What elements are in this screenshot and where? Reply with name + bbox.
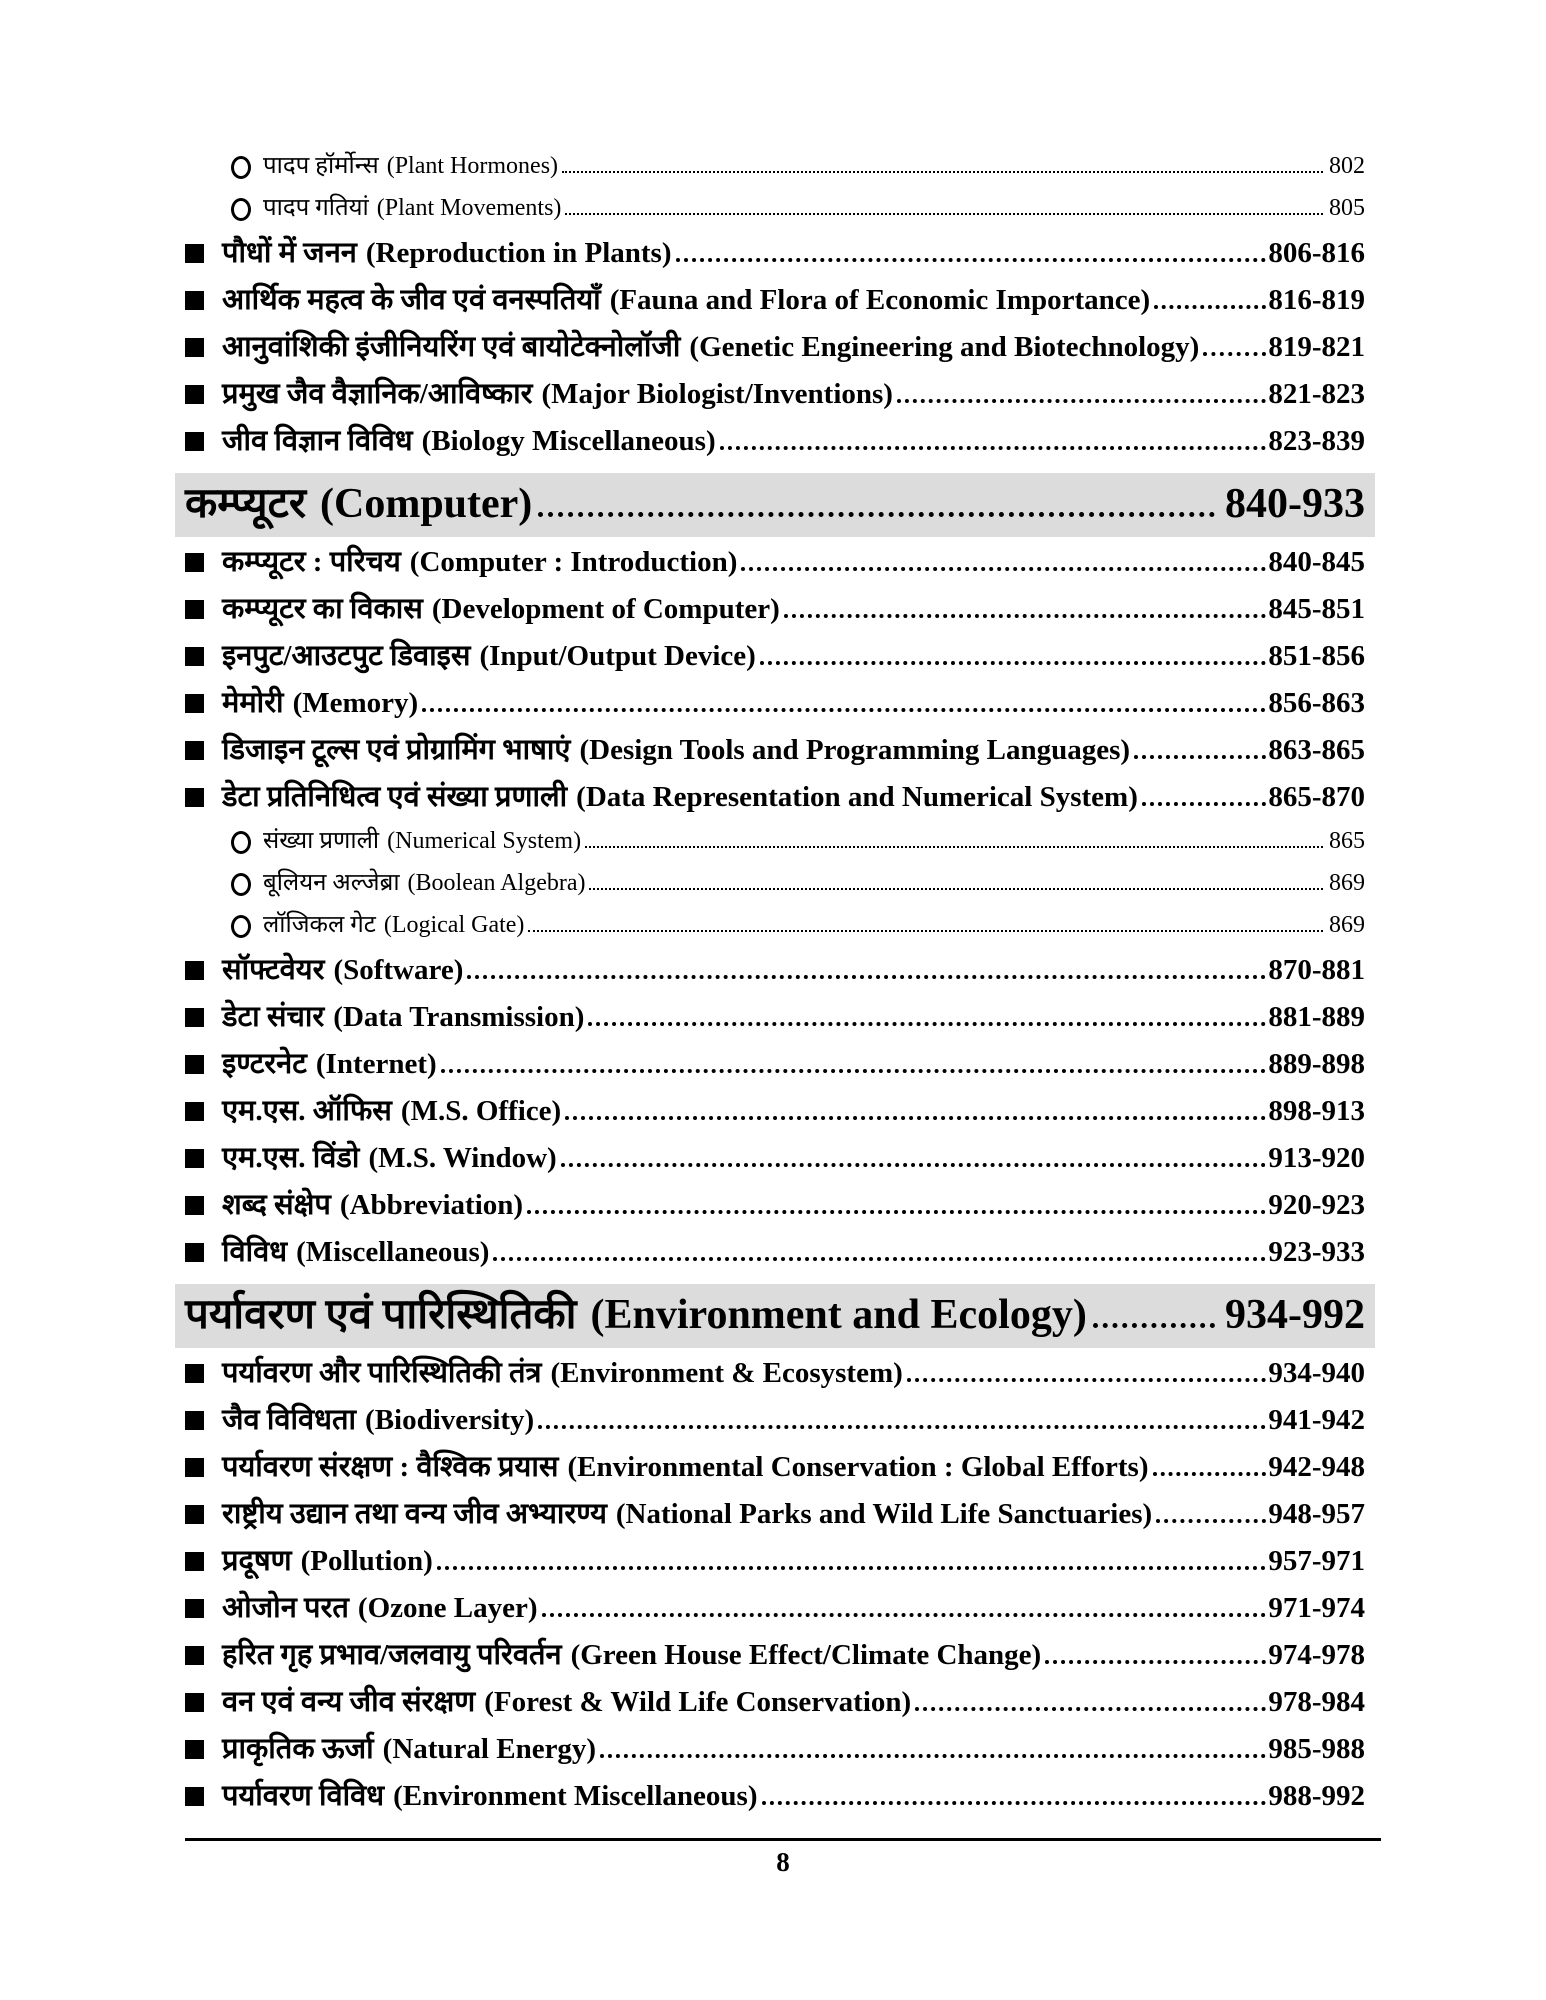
- entry-label-hindi: ओजोन परत: [222, 1592, 349, 1624]
- page-footer: [185, 1838, 1381, 1878]
- circle-bullet-icon: [231, 873, 251, 896]
- page-range: 974-978: [1268, 1639, 1365, 1671]
- page-range: 851-856: [1268, 640, 1365, 672]
- entry-label-hindi: प्राकृतिक ऊर्जा: [222, 1733, 374, 1765]
- page-range: 821-823: [1268, 378, 1365, 410]
- square-bullet-icon: [185, 788, 204, 807]
- dot-leader: [467, 975, 1266, 979]
- entry-label-english: (Natural Energy): [382, 1733, 597, 1765]
- page-range: 942-948: [1268, 1451, 1365, 1483]
- entry-label-english: (Software): [333, 954, 464, 986]
- toc-entry: [185, 326, 1365, 373]
- entry-label-english: (Logical Gate): [383, 912, 525, 938]
- dot-leader: [589, 888, 1323, 890]
- entry-label-english: (Plant Hormones): [386, 153, 559, 179]
- toc-section-header: [175, 1284, 1375, 1348]
- entry-label-english: (Environment Miscellaneous): [393, 1780, 758, 1812]
- entry-label-english: (National Parks and Wild Life Sanctuaries): [615, 1498, 1153, 1530]
- page-range: 957-971: [1268, 1545, 1365, 1577]
- entry-label-hindi: जैव विविधता: [222, 1404, 357, 1436]
- dot-leader: [441, 1069, 1267, 1073]
- page-range: 869: [1329, 912, 1365, 938]
- entry-label-english: (M.S. Window): [368, 1142, 557, 1174]
- page-range: 856-863: [1268, 687, 1365, 719]
- page-range: 805: [1329, 195, 1365, 221]
- toc-entry: [185, 1352, 1365, 1399]
- entry-label-english: (Genetic Engineering and Biotechnology): [689, 331, 1200, 363]
- page-range: 865: [1329, 828, 1365, 854]
- entry-label-hindi: आर्थिक महत्व के जीव एवं वनस्पतियाँ: [222, 284, 601, 316]
- square-bullet-icon: [185, 1364, 204, 1383]
- page-range: 978-984: [1268, 1686, 1365, 1718]
- page-range: 802: [1329, 153, 1365, 179]
- toc-entry: [185, 588, 1365, 635]
- page-range: 819-821: [1268, 331, 1365, 363]
- toc-entry: [185, 776, 1365, 823]
- page-range: 840-933: [1225, 481, 1365, 527]
- entry-label-english: (Forest & Wild Life Conservation): [484, 1686, 912, 1718]
- dot-leader: [538, 1425, 1266, 1429]
- circle-bullet-icon: [231, 831, 251, 854]
- entry-label-english: (Data Representation and Numerical System): [576, 781, 1138, 813]
- toc-subentry: [185, 148, 1365, 190]
- page-range: 816-819: [1268, 284, 1365, 316]
- entry-label-english: (Data Transmission): [333, 1001, 585, 1033]
- entry-label-hindi: आनुवांशिकी इंजीनियरिंग एवं बायोटेक्नोलॉजी: [222, 331, 681, 363]
- dot-leader: [720, 446, 1267, 450]
- dot-leader: [676, 258, 1267, 262]
- dot-leader: [585, 846, 1323, 848]
- dot-leader: [762, 1801, 1267, 1805]
- entry-label-hindi: बूलियन अल्जेब्रा: [263, 870, 400, 896]
- page-range: 934-940: [1268, 1357, 1365, 1389]
- dot-leader: [760, 661, 1267, 665]
- square-bullet-icon: [185, 1505, 204, 1524]
- dot-leader: [784, 614, 1267, 618]
- page-range: 948-957: [1268, 1498, 1365, 1530]
- entry-label-english: (Biology Miscellaneous): [421, 425, 716, 457]
- circle-bullet-icon: [231, 198, 251, 221]
- circle-bullet-icon: [231, 915, 251, 938]
- page-range: 923-933: [1268, 1236, 1365, 1268]
- square-bullet-icon: [185, 1008, 204, 1027]
- entry-label-hindi: पौधों में जनन: [222, 237, 357, 269]
- page-range: 840-845: [1268, 546, 1365, 578]
- entry-label-english: (Miscellaneous): [296, 1236, 490, 1268]
- entry-label-english: (Numerical System): [387, 828, 582, 854]
- entry-label-english: (Internet): [315, 1048, 437, 1080]
- toc-entry: [185, 729, 1365, 776]
- square-bullet-icon: [185, 1693, 204, 1712]
- toc-entry: [185, 1775, 1365, 1822]
- toc-entry: [185, 1728, 1365, 1775]
- toc-entry: [185, 1184, 1365, 1231]
- page-range: 988-992: [1268, 1780, 1365, 1812]
- entry-label-english: (Memory): [292, 687, 419, 719]
- page-range: 870-881: [1268, 954, 1365, 986]
- square-bullet-icon: [185, 1458, 204, 1477]
- dot-leader: [741, 567, 1266, 571]
- entry-label-hindi: पादप हॉर्मोन्स: [263, 153, 379, 179]
- dot-leader: [561, 1163, 1267, 1167]
- toc-entry: [185, 635, 1365, 682]
- entry-label-english: (Environmental Conservation : Global Efforts): [567, 1451, 1149, 1483]
- page-range: 898-913: [1268, 1095, 1365, 1127]
- entry-label-hindi: शब्द संक्षेप: [222, 1189, 331, 1221]
- dot-leader: [542, 1613, 1267, 1617]
- entry-label-hindi: कम्प्यूटर का विकास: [222, 593, 423, 625]
- toc-entry: [185, 1446, 1365, 1493]
- entry-label-hindi: मेमोरी: [222, 687, 284, 719]
- entry-label-hindi: लॉजिकल गेट: [263, 912, 376, 938]
- square-bullet-icon: [185, 1646, 204, 1665]
- dot-leader: [1156, 1519, 1266, 1523]
- toc-entry: [185, 1540, 1365, 1587]
- entry-label-english: (Development of Computer): [431, 593, 780, 625]
- page-number: 8: [776, 1847, 790, 1877]
- dot-leader: [528, 930, 1323, 932]
- page-range: 934-992: [1225, 1292, 1365, 1338]
- page-range: 865-870: [1268, 781, 1365, 813]
- entry-label-hindi: सॉफ्टवेयर: [222, 954, 325, 986]
- toc-entry: [185, 682, 1365, 729]
- dot-leader: [538, 512, 1215, 517]
- toc-entry: [185, 949, 1365, 996]
- entry-label-hindi: डिजाइन टूल्स एवं प्रोग्रामिंग भाषाएं: [222, 734, 571, 766]
- square-bullet-icon: [185, 1411, 204, 1430]
- dot-leader: [493, 1257, 1266, 1261]
- entry-label-english: (Fauna and Flora of Economic Importance): [609, 284, 1151, 316]
- section-title-english: (Computer): [320, 481, 533, 527]
- square-bullet-icon: [185, 1552, 204, 1571]
- entry-label-hindi: विविध: [222, 1236, 288, 1268]
- entry-label-english: (Ozone Layer): [357, 1592, 538, 1624]
- toc-subentry: [185, 823, 1365, 865]
- square-bullet-icon: [185, 553, 204, 572]
- entry-label-hindi: पर्यावरण विविध: [222, 1780, 385, 1812]
- entry-label-english: (Plant Movements): [376, 195, 562, 221]
- dot-leader: [915, 1707, 1266, 1711]
- entry-label-hindi: राष्ट्रीय उद्यान तथा वन्य जीव अभ्यारण्य: [222, 1498, 607, 1530]
- toc-entry: [185, 1090, 1365, 1137]
- dot-leader: [1134, 755, 1266, 759]
- table-of-contents: [185, 148, 1365, 1822]
- entry-label-english: (Abbreviation): [339, 1189, 524, 1221]
- toc-entry: [185, 1587, 1365, 1634]
- toc-entry: [185, 232, 1365, 279]
- toc-entry: [185, 1634, 1365, 1681]
- square-bullet-icon: [185, 600, 204, 619]
- page-range: 863-865: [1268, 734, 1365, 766]
- toc-subentry: [185, 190, 1365, 232]
- dot-leader: [1045, 1660, 1266, 1664]
- entry-label-english: (Computer : Introduction): [409, 546, 738, 578]
- entry-label-hindi: वन एवं वन्य जीव संरक्षण: [222, 1686, 476, 1718]
- entry-label-hindi: इनपुट/आउटपुट डिवाइस: [222, 640, 471, 672]
- toc-subentry: [185, 865, 1365, 907]
- entry-label-english: (Environment & Ecosystem): [550, 1357, 903, 1389]
- entry-label-hindi: हरित गृह प्रभाव/जलवायु परिवर्तन: [222, 1639, 562, 1671]
- entry-label-hindi: पर्यावरण और पारिस्थितिकी तंत्र: [222, 1357, 542, 1389]
- square-bullet-icon: [185, 291, 204, 310]
- entry-label-hindi: जीव विज्ञान विविध: [222, 425, 413, 457]
- square-bullet-icon: [185, 1196, 204, 1215]
- entry-label-english: (Reproduction in Plants): [365, 237, 672, 269]
- square-bullet-icon: [185, 1740, 204, 1759]
- toc-entry: [185, 541, 1365, 588]
- entry-label-english: (Input/Output Device): [479, 640, 756, 672]
- square-bullet-icon: [185, 385, 204, 404]
- page-range: 920-923: [1268, 1189, 1365, 1221]
- entry-label-english: (Biodiversity): [365, 1404, 535, 1436]
- toc-entry: [185, 1231, 1365, 1278]
- dot-leader: [565, 1116, 1266, 1120]
- entry-label-english: (Major Biologist/Inventions): [541, 378, 893, 410]
- page-range: 889-898: [1268, 1048, 1365, 1080]
- square-bullet-icon: [185, 1243, 204, 1262]
- square-bullet-icon: [185, 432, 204, 451]
- toc-entry: [185, 1137, 1365, 1184]
- page-range: 881-889: [1268, 1001, 1365, 1033]
- entry-label-hindi: कम्प्यूटर : परिचय: [222, 546, 401, 578]
- page-range: 941-942: [1268, 1404, 1365, 1436]
- toc-entry: [185, 996, 1365, 1043]
- entry-label-english: (Pollution): [300, 1545, 433, 1577]
- toc-entry: [185, 1493, 1365, 1540]
- entry-label-english: (Design Tools and Programming Languages): [579, 734, 1131, 766]
- square-bullet-icon: [185, 694, 204, 713]
- entry-label-hindi: इण्टरनेट: [222, 1048, 307, 1080]
- dot-leader: [1153, 1472, 1267, 1476]
- toc-entry: [185, 1399, 1365, 1446]
- section-title-hindi: पर्यावरण एवं पारिस्थितिकी: [185, 1292, 577, 1338]
- dot-leader: [565, 213, 1323, 215]
- entry-label-english: (Green House Effect/Climate Change): [570, 1639, 1042, 1671]
- entry-label-hindi: प्रमुख जैव वैज्ञानिक/आविष्कार: [222, 378, 533, 410]
- dot-leader: [600, 1754, 1266, 1758]
- entry-label-english: (Boolean Algebra): [407, 870, 586, 896]
- square-bullet-icon: [185, 741, 204, 760]
- square-bullet-icon: [185, 1787, 204, 1806]
- circle-bullet-icon: [231, 156, 251, 179]
- page-range: 869: [1329, 870, 1365, 896]
- toc-subentry: [185, 907, 1365, 949]
- toc-section-header: [175, 473, 1375, 537]
- entry-label-hindi: एम.एस. ऑफिस: [222, 1095, 392, 1127]
- entry-label-hindi: पादप गतियां: [263, 195, 369, 221]
- dot-leader: [897, 399, 1266, 403]
- page-range: 823-839: [1268, 425, 1365, 457]
- square-bullet-icon: [185, 961, 204, 980]
- entry-label-hindi: संख्या प्रणाली: [263, 828, 380, 854]
- entry-label-hindi: प्रदूषण: [222, 1545, 292, 1577]
- dot-leader: [422, 708, 1266, 712]
- page-range: 971-974: [1268, 1592, 1365, 1624]
- toc-entry: [185, 1681, 1365, 1728]
- dot-leader: [1093, 1323, 1215, 1328]
- section-title-hindi: कम्प्यूटर: [185, 481, 307, 527]
- square-bullet-icon: [185, 647, 204, 666]
- toc-entry: [185, 373, 1365, 420]
- square-bullet-icon: [185, 1055, 204, 1074]
- square-bullet-icon: [185, 244, 204, 263]
- square-bullet-icon: [185, 338, 204, 357]
- toc-entry: [185, 279, 1365, 326]
- dot-leader: [1203, 352, 1266, 356]
- entry-label-hindi: डेटा प्रतिनिधित्व एवं संख्या प्रणाली: [222, 781, 568, 813]
- toc-entry: [185, 420, 1365, 467]
- square-bullet-icon: [185, 1149, 204, 1168]
- square-bullet-icon: [185, 1102, 204, 1121]
- entry-label-english: (M.S. Office): [400, 1095, 562, 1127]
- page-range: 913-920: [1268, 1142, 1365, 1174]
- page-range: 985-988: [1268, 1733, 1365, 1765]
- entry-label-hindi: डेटा संचार: [222, 1001, 325, 1033]
- dot-leader: [437, 1566, 1267, 1570]
- section-title-english: (Environment and Ecology): [590, 1292, 1087, 1338]
- dot-leader: [527, 1210, 1266, 1214]
- square-bullet-icon: [185, 1599, 204, 1618]
- toc-entry: [185, 1043, 1365, 1090]
- entry-label-hindi: एम.एस. विंडो: [222, 1142, 360, 1174]
- page-range: 806-816: [1268, 237, 1365, 269]
- footer-rule: [185, 1838, 1381, 1841]
- dot-leader: [1142, 802, 1266, 806]
- dot-leader: [1154, 305, 1266, 309]
- page-range: 845-851: [1268, 593, 1365, 625]
- dot-leader: [907, 1378, 1267, 1382]
- dot-leader: [588, 1022, 1266, 1026]
- entry-label-hindi: पर्यावरण संरक्षण : वैश्विक प्रयास: [222, 1451, 559, 1483]
- dot-leader: [562, 171, 1323, 173]
